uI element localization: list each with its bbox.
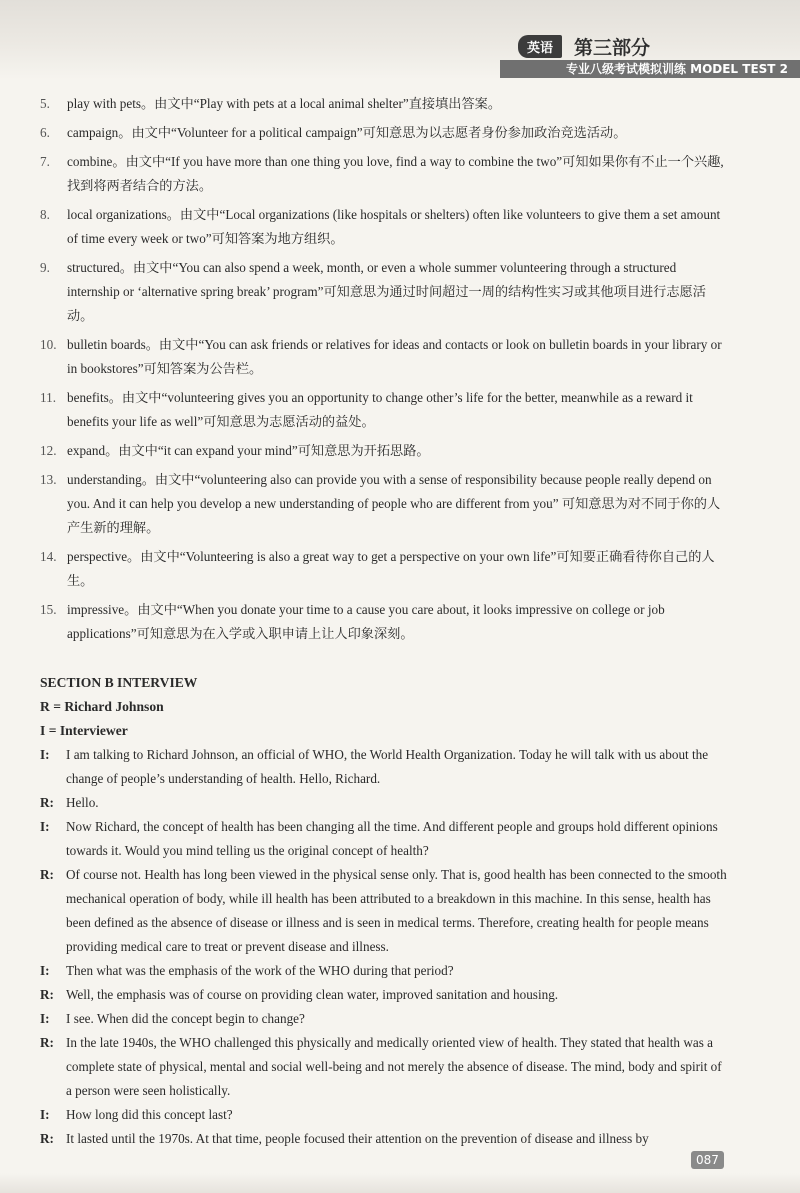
dialogue-text: Well, the emphasis was of course on providing clean water, improved sanitation and housing. — [66, 987, 559, 1002]
dialogue-list — [40, 743, 730, 1151]
dialogue-text: Of course not. Health has long been viewed in the physical sense only. That is, good health has been connected to the smooth mechanical operation of body, while ill health has been attributed to a breakdown in this machine. In this sense, health has been defined as the absence of disease or illness and is seen in medical terms. Therefore, creating health for people means providing medical care to treat or prevent disease and illness. — [66, 867, 727, 954]
speaker-label: R: — [40, 1131, 54, 1146]
speaker-label: R: — [40, 867, 54, 882]
answer-text: bulletin boards。由文中“You can ask friends or relatives for ideas and contacts or look on bulletin boards in your library or in bookstores”可知答案为公告栏。 — [67, 337, 722, 376]
answer-item — [40, 468, 730, 540]
speaker-label: R: — [40, 795, 54, 810]
answer-list — [40, 92, 730, 646]
answer-text: combine。由文中“If you have more than one thing you love, find a way to combine the two”可知如果你有不止一个兴趣,找到将两者结合的方法。 — [67, 154, 724, 193]
speaker-label: R: — [40, 1035, 54, 1050]
speaker-r-definition: R = Richard Johnson — [40, 699, 164, 714]
header-top — [518, 34, 650, 58]
answer-text: understanding。由文中“volunteering also can provide you with a sense of responsibility because people really depend on you. And it can help you develop a new understanding of people who are different from you” 可知意思为对不同于你的人产生新的理解。 — [67, 472, 721, 535]
speaker-label: I: — [40, 819, 50, 834]
speaker-label: R: — [40, 987, 54, 1002]
bottom-shade — [0, 1173, 800, 1193]
dialogue-text: It lasted until the 1970s. At that time, people focused their attention on the prevention of disease and illness by — [66, 1131, 649, 1146]
answer-item — [40, 92, 730, 116]
answer-number: 5. — [40, 96, 50, 111]
page-header — [500, 34, 800, 80]
part-title: 第三部分 — [574, 36, 651, 59]
answer-text: expand。由文中“it can expand your mind”可知意思为开拓思路。 — [67, 443, 430, 458]
answer-item — [40, 150, 730, 198]
answer-text: play with pets。由文中“Play with pets at a local animal shelter”直接填出答案。 — [67, 96, 502, 111]
speaker-label: I: — [40, 963, 50, 978]
dialogue-line — [40, 743, 730, 791]
page-number: 087 — [691, 1151, 724, 1169]
answer-item — [40, 256, 730, 328]
answer-number: 13. — [40, 472, 57, 487]
dialogue-line — [40, 791, 730, 815]
dialogue-text: In the late 1940s, the WHO challenged this physically and medically oriented view of health. They stated that health was a complete state of physical, mental and social well-being and not merely the absence of disease. The mind, body and spirit of a person were seen holistically. — [66, 1035, 722, 1098]
answer-text: benefits。由文中“volunteering gives you an opportunity to change other’s life for the better, meanwhile as a reward it benefits your life as well”可知意思为志愿活动的益处。 — [67, 390, 693, 429]
dialogue-text: Hello. — [66, 795, 99, 810]
dialogue-line — [40, 815, 730, 863]
dialogue-text: Then what was the emphasis of the work of the WHO during that period? — [66, 963, 454, 978]
answer-number: 7. — [40, 154, 50, 169]
dialogue-line — [40, 1103, 730, 1127]
speaker-label: I: — [40, 1011, 50, 1026]
dialogue-text: I see. When did the concept begin to change? — [66, 1011, 305, 1026]
answer-number: 6. — [40, 125, 50, 140]
dialogue-text: I am talking to Richard Johnson, an official of WHO, the World Health Organization. Today he will talk with us about the change of people’s understanding of health. Hello, Richard. — [66, 747, 709, 786]
answer-number: 10. — [40, 337, 57, 352]
dialogue-text: How long did this concept last? — [66, 1107, 233, 1122]
answer-number: 11. — [40, 390, 56, 405]
answer-number: 14. — [40, 549, 57, 564]
answer-item — [40, 121, 730, 145]
answer-item — [40, 203, 730, 251]
answer-item — [40, 598, 730, 646]
speaker-label: I: — [40, 747, 50, 762]
answer-text: structured。由文中“You can also spend a week, month, or even a whole summer volunteering through a structured internship or ‘alternative spring break’ program”可知意思为通过时间超过一周的结构性实习或其他项目进行志愿活动。 — [67, 260, 706, 323]
answer-text: campaign。由文中“Volunteer for a political campaign”可知意思为以志愿者身份参加政治竞选活动。 — [67, 125, 627, 140]
answer-item — [40, 333, 730, 381]
section-title: SECTION B INTERVIEW — [40, 675, 198, 690]
dialogue-line — [40, 1007, 730, 1031]
header-subtitle: 专业八级考试模拟训练 MODEL TEST 2 — [500, 60, 800, 78]
answer-item — [40, 386, 730, 434]
answer-number: 9. — [40, 260, 50, 275]
answer-item — [40, 545, 730, 593]
dialogue-text: Now Richard, the concept of health has been changing all the time. And different people and groups hold different opinions towards it. Would you mind telling us the original concept of health? — [66, 819, 718, 858]
subject-tag: 英语 — [518, 35, 562, 58]
page-content — [40, 92, 730, 1151]
speaker-label: I: — [40, 1107, 50, 1122]
spacer — [40, 651, 730, 671]
answer-number: 12. — [40, 443, 57, 458]
answer-text: impressive。由文中“When you donate your time to a cause you care about, it looks impressive on college or job applications”可知意思为在入学或入职申请上让人印象深刻。 — [67, 602, 665, 641]
dialogue-line — [40, 983, 730, 1007]
answer-item — [40, 439, 730, 463]
dialogue-line — [40, 1127, 730, 1151]
answer-number: 15. — [40, 602, 57, 617]
answer-text: local organizations。由文中“Local organizations (like hospitals or shelters) often like volunteers to give them a set amount of time every week or two”可知答案为地方组织。 — [67, 207, 721, 246]
answer-number: 8. — [40, 207, 50, 222]
answer-text: perspective。由文中“Volunteering is also a great way to get a perspective on your own life”可知要正确看待你自己的人生。 — [67, 549, 715, 588]
dialogue-line — [40, 959, 730, 983]
speaker-i-definition: I = Interviewer — [40, 723, 128, 738]
dialogue-line — [40, 1031, 730, 1103]
dialogue-line — [40, 863, 730, 959]
